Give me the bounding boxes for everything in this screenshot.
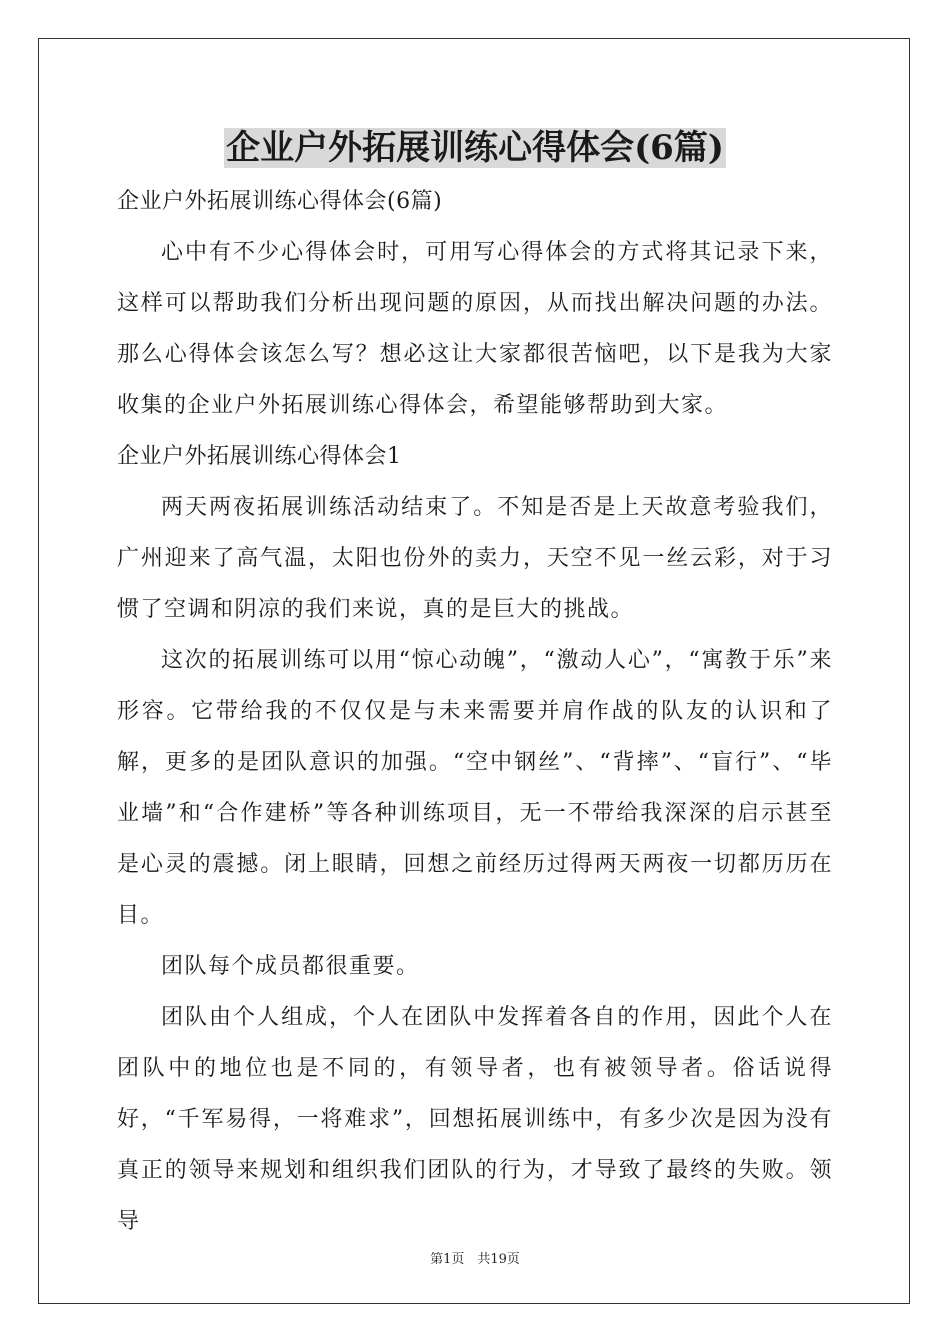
paragraph: 两天两夜拓展训练活动结束了。不知是否是上天故意考验我们，广州迎来了高气温，太阳也份外的卖力，天空不见一丝云彩，对于习惯了空调和阴凉的我们来说，真的是巨大的挑战。 xyxy=(117,495,833,622)
section-heading-1: 企业户外拓展训练心得体会1 xyxy=(117,444,402,469)
paragraph-intro: 心中有不少心得体会时，可用写心得体会的方式将其记录下来，这样可以帮助我们分析出现问题的原因，从而找出解决问题的办法。那么心得体会该怎么写？想必这让大家都很苦恼吧，以下是我为大家收集的企业户外拓展训练心得体会，希望能够帮助到大家。 xyxy=(117,240,833,418)
document-title: 企业户外拓展训练心得体会(6篇) xyxy=(226,128,724,168)
page-footer: 第1页 共19页 xyxy=(430,1252,520,1267)
document-body xyxy=(117,176,833,1247)
paragraph-subtitle: 企业户外拓展训练心得体会(6篇) xyxy=(117,189,443,214)
title-container xyxy=(0,128,950,168)
paragraph: 团队由个人组成，个人在团队中发挥着各自的作用，因此个人在团队中的地位也是不同的，有领导者，也有被领导者。俗话说得好，“千军易得，一将难求”，回想拓展训练中，有多少次是因为没有真正的领导来规划和组织我们团队的行为，才导致了最终的失败。领导 xyxy=(117,1005,833,1234)
paragraph: 这次的拓展训练可以用“惊心动魄”，“激动人心”，“寓教于乐”来形容。它带给我的不仅仅是与未来需要并肩作战的队友的认识和了解，更多的是团队意识的加强。“空中钢丝”、“背摔”、“盲行”、“毕业墙”和“合作建桥”等各种训练项目，无一不带给我深深的启示甚至是心灵的震撼。闭上眼睛，回想之前经历过得两天两夜一切都历历在目。 xyxy=(117,648,833,928)
paragraph: 团队每个成员都很重要。 xyxy=(161,954,420,979)
